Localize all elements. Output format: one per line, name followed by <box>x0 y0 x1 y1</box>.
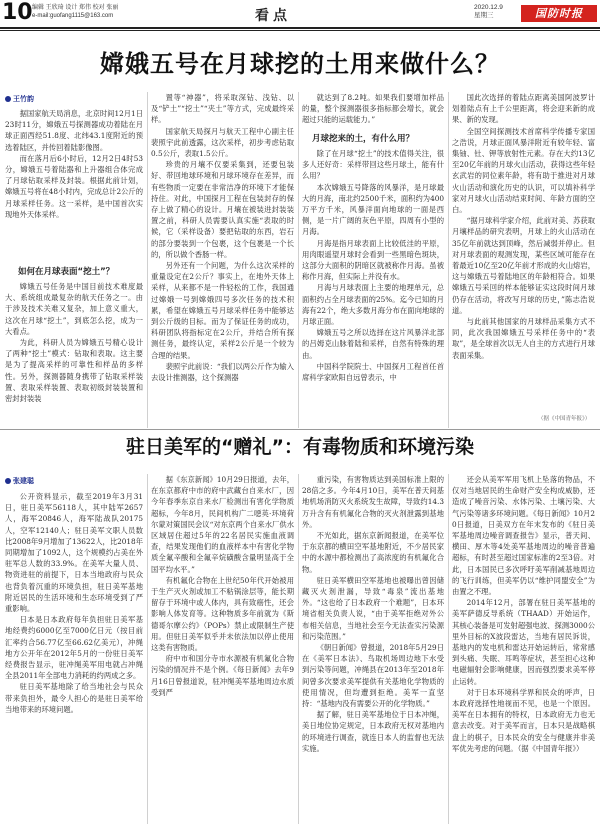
paragraph: 国家航天局探月与航天工程中心副主任裴照宇此前透露，这次采样，初步考虑钻取0.5公斤，表取1.5公斤。 <box>151 126 294 159</box>
article1-col4 <box>452 92 595 410</box>
paragraph: 裴照宇此前说：“我们以两公斤作为输入去设计推测器，这个探测器 <box>151 361 294 383</box>
paragraph: 公开资料显示，截至2019年3月31日，驻日美军56118人，其中陆军2657人，海军20846人，海军陆战队20175人，空军12140人；驻日美军文职人员数比2008年9月增加了13622人，比2018年同期增加了1092人，这个规模约占美在外驻军总人数的33.9%。在美军大量人员、物资进驻的前提下，日本当地政府与民众也背负着沉重的环境负担，驻日美军基地附近居民的生活环境和生态环境受到了严重影响。 <box>5 492 143 614</box>
paragraph: 驻日美军横田空军基地也被曝出曾因储藏灭火剂泄漏，导致“毒泉”流出基地外。“这也给了日本政府一个难题”，日本环境省相关负责人说，“由于美军拒绝对外公布相关信息，当地社会至今无法查实污染源和污染范围。” <box>302 575 444 641</box>
paragraph: 《朝日新闻》曾报道，2018年5月29日在《美军日本法》、鸟取机场周边地下水受到污染等问题，冲绳县在2013年至2018年间曾多次要求美军提供有关基地化学物质的使用情况，但均遭到拒绝。美军一直坚持：“基地内没有需要公开的化学物质。” <box>302 643 444 709</box>
article2-byline <box>5 476 34 486</box>
article2-col1 <box>5 491 143 824</box>
paragraph: 而在落月后6小时后，12月2日4时53分，嫦娥五号着陆器和上升器组合体完成了月球钻取采样及封装。根据此前计划，嫦娥五号将在48小时内，完成总计2公斤的月球采样任务。这一采样，是中国首次实现地外天体采样。 <box>5 153 143 219</box>
paragraph: 嫦娥五号之所以选择在这片风暴洋北部的吕姆克山脉着陆和采样，自然有特殊的理由。 <box>302 328 444 360</box>
paragraph: 另外还有一个问题，为什么这次采样的重量设定在2公斤？事实上，在地外天体上采样，从来都不是一件轻松的工作，我国通过嫦娥一号到嫦娥四号多次任务的技术积累，希望在嫦娥五号月球采样任务中能够达到公斤级的目标。而为了保证任务的成功，科研团队将指标定在2公斤，并结合所有探测任务，最终认定，采样2公斤是一个较为合理的结果。 <box>151 261 294 360</box>
paragraph: “据月球科学家介绍，此前对美、苏获取月壤样品的研究表明，月球上的火山活动在35亿年前就达到顶峰，然后减弱并停止。但对月球表面的观测发现，某些区域可能存在着最近10亿至20亿年前才形成的火山熔岩，这与嫦娥五号着陆地区的年龄相符合。如果嫦娥五号采回的样本能够证实这段时间月球仍存在活动，将改写月球的历史，”陈志浩说道。 <box>452 216 595 315</box>
section-title: 看点 <box>255 8 291 24</box>
paragraph: 为此，科研人员为嫦娥五号精心设计了两种“挖土”模式：钻取和表取。这主要是为了提高采样的可靠性和样品的多样性。另外，探测器随身携带了钻取采样装置、表取采样装置、表取初级封装装置和密封封装装 <box>5 338 143 404</box>
paragraph: 中国科学院院士、中国探月工程首任首席科学家欧阳自远曾表示，中 <box>302 361 444 383</box>
paragraph: 月海是指月球表面上比较低洼的平原，用肉眼遥望月球时会看到一些黑暗色斑块，这部分大面积的阴暗区就被称作月海。虽被称作月海，但实际上并没有水。 <box>302 238 444 282</box>
paragraph: 除了在月球“挖土”的技术值得关注，很多人还好奇：采样带回这些月球土，能有什么用？ <box>302 149 444 181</box>
article1-subhead-2: 月球挖来的土，有什么用？ <box>312 134 415 144</box>
column-divider <box>448 92 449 428</box>
article1-subhead-1: 如何在月球表面“挖土”？ <box>18 267 115 277</box>
header-rule-thin <box>0 30 600 31</box>
paragraph: 珍贵的月壤不仅要采集到，还要包装好、带回地球环境和月球环境存在差异，而有些物质一定要在非常洁净的环境下才能保持住。对此，中国探月工程在包装封存的保存上做了精心的设计。月壤在被装进封装装置之前，科研人员需要认真实施“表取的时候，它（采样设备）要把钻取的东西，岩石的部分要装到一个包裹，这个包裹是一个长的，所以做个香肠一样。 <box>151 160 294 259</box>
paragraph: 国此次选择的着陆点距离美国阿波罗计划着陆点有上千公里距离，将会迎来新的成果、新的发现。 <box>452 93 595 125</box>
article2-col3 <box>302 474 444 824</box>
editor-email[interactable]: e-mail:guofang1115@163.com <box>32 13 114 19</box>
article1-col1a <box>5 108 143 262</box>
paragraph: 有机氟化合物在上世纪50年代开始被用于生产灭火剂或加工不粘锅涂层等，能长期留存于环境中或人体内，具有致癌性，还会影响人体发育等。这种物质多年前就为《斯德哥尔摩公约》（POPs）禁止或限制生产使用。但驻日美军似乎并未依法加以停止使用这类有害物质。 <box>151 575 294 653</box>
editor-line-1: 编辑 王欣琦 设计 郑伟 校对 张丽 <box>32 5 119 11</box>
article2-col2 <box>151 474 294 824</box>
article-divider <box>0 429 600 430</box>
article2-author: 张建聪 <box>13 478 34 485</box>
column-divider <box>298 92 299 428</box>
paragraph: 本次嫦娥五号降落的风暴洋，是月球最大的月海，南北约2500千米，面积约为400万平方千米，风暴洋面向地球的一面是西侧，是一片广阔的灰色平原，四周有小型的月海。 <box>302 182 444 237</box>
column-divider <box>147 474 148 824</box>
paragraph: 驻日美军基地除了给当地社会与民众带来负担外，最令人担心的是驻日美军给当地带来的环境问题。 <box>5 682 143 714</box>
article1-headline: 嫦娥五号在月球挖的土用来做什么？ <box>100 50 500 78</box>
paragraph: 重污染，有害物质达到美国标准上限的28倍之多。今年4月10日，美军在普天间基地机场消防灭火系统发生故障，导致约14.3万升含有有机氟化合物的灭火剂泄露到基地外。 <box>302 475 444 529</box>
newspaper-logo: 国防时报 <box>521 5 597 22</box>
article1-col2 <box>151 92 294 428</box>
paragraph: 日本是日本政府每年负担驻日美军基地经费约6000亿至7000亿日元（按目前汇率约合56.77亿至66.62亿美元），冲绳地方公开年在2012年5月的一份驻日美军经费报告显示，驻冲绳美军用电就占冲绳全县2011年全部电力消耗的约两成之多。 <box>5 615 143 681</box>
article1-col3a <box>302 92 444 126</box>
editor-info <box>32 4 118 20</box>
paragraph: 还会从美军军用飞机上坠落的物品，不仅对当地居民的生命财产安全构成威胁，还造成了噪音污染、水体污染、土壤污染、大气污染等诸多环境问题。《每日新闻》10月20日报道，日美双方在年末发布的《驻日美军基地周边噪音调查报告》显示，普天间、横田、厚木等4处美军基地周边的噪音普遍超标，有时甚至超过国家标准的2至3倍。对此，日本国民已多次呼吁美军削减基地周边的飞行训练，但美军仍以“维护同盟安全”为由置之不理。 <box>452 475 595 597</box>
paragraph: 就达到了8.2吨。如果我们要增加样品的量，整个探测器很多指标都会增长，就会超过只能的运载能力。” <box>302 93 444 125</box>
paragraph: 对于日本环境科学界和民众的呼声，日本政府选择性地视而不见，也是一个原因。美军在日本拥有的特权，日本政府无力也无意去改变。对于美军而言，日本只是战略棋盘上的棋子，日本民众的安全与健康并非美军优先考虑的问题。（据《中国青年报》） <box>452 687 595 753</box>
article1-byline <box>5 94 34 104</box>
paragraph: 月海与月球表面上主要的地理单元，总面积约占全月球表面的25%。迄今已知的月海有22个，绝大多数月海分布在面向地球的月球正面。 <box>302 283 444 327</box>
column-divider <box>147 92 148 428</box>
article2-col4 <box>452 474 595 824</box>
byline-bullet-icon <box>5 478 11 484</box>
date-text: 2020.12.9 <box>474 4 503 11</box>
paragraph: 嫦娥五号任务是中国目前技术难度最大、系统组成最复杂的航天任务之一。由于涉及技术关难又复杂，加上意义重大，这次在月球“挖土”，到底怎么挖，成为一大看点。 <box>5 282 143 336</box>
column-divider <box>448 474 449 824</box>
paragraph: 据《东京新闻》10月29日报道，去年，在东京都府中市的府中武藏台自来水厂，因今年春季东京自来水厂检测出有害化学物质超标，今年8月，民间机构广二噁英·环境荷尔蒙对策国民会议“对东京两个自来水厂供水区域居住超过5年的22名居民实施血液调查，结果发现他们的血液样本中有害化学物质全氟辛酸和全氟辛烷磺酸含量明显高于全国平均水平。” <box>151 475 294 574</box>
paragraph: 府中市和国分寺市水源被有机氟化合物污染的情况并不是个例。《每日新闻》去年9月16日曾报道说，驻冲绳美军基地周边水质受到严 <box>151 654 294 697</box>
paragraph: 全国空间探测技术首席科学传播专家国之浩说，月球正面风暴洋附近有较年轻、富集铀、钍、钾等放射性元素。存在大约13亿至20亿年前的月球火山活动，获得这些年轻玄武岩的同位素年龄，将有助于推进对月球火山活动和演化历史的认识，可以填补科学家对月球火山活动结束时间、年龄方面的空白。 <box>452 126 595 215</box>
header-rule <box>0 27 600 29</box>
article1-col3b <box>302 148 444 428</box>
paragraph: 据了解，驻日美军基地位于日本冲绳，美日地位协定规定，日本政府无权对基地内的环境进行调查，就连日本人的监督也无法实施。 <box>302 710 444 753</box>
paragraph: 置等“神器”，将采取深钻、浅钻、以及“铲土”“挖土”“夹土”等方式，完成最终采样。 <box>151 93 294 125</box>
page-number: 10 <box>2 0 33 25</box>
paragraph: 据国家航天局消息，北京时间12月1日23时11分，嫦娥五号探测器成功着陆在月球正面西经51.8度、北纬43.1度附近的预选着陆区，并传回着陆影像图。 <box>5 109 143 152</box>
article1-col1b <box>5 281 143 427</box>
publication-date <box>474 4 503 20</box>
paragraph: 与此前其他国家的月球样品采集方式不同，此次我国嫦娥五号采样任务中的“表取”，是全球首次以无人自主的方式进行月球表面采集。 <box>452 317 595 360</box>
column-divider <box>298 474 299 824</box>
article1-author: 王竹韵 <box>13 96 34 103</box>
masthead <box>0 0 600 44</box>
byline-bullet-icon <box>5 96 11 102</box>
article2-headline: 驻日美军的“赠礼”：有毒物质和环境污染 <box>126 436 474 458</box>
paragraph: 不光如此，据东京新闻报道，在美军位于东京都的横田空军基地附近，不少居民家中的水源中都检测出了高浓度的有机氟化合物。 <box>302 531 444 574</box>
weekday-text: 星期三 <box>474 12 494 19</box>
paragraph: 2014年12月，部署在驻日美军基地的美军萨德反导系统（THAAD）开始运作，其核心装备是可发射超强电波、探测3000公里外目标的X波段雷达，当地有居民诉说，基地内的发电机和雷达开始运转后，常常感到头痛、失眠、耳鸣等症状，甚至担心这种电磁辐射会影响健康，因而强烈要求美军停止运转。 <box>452 598 595 686</box>
article1-credit: （据《中国青年报》） <box>538 416 591 422</box>
